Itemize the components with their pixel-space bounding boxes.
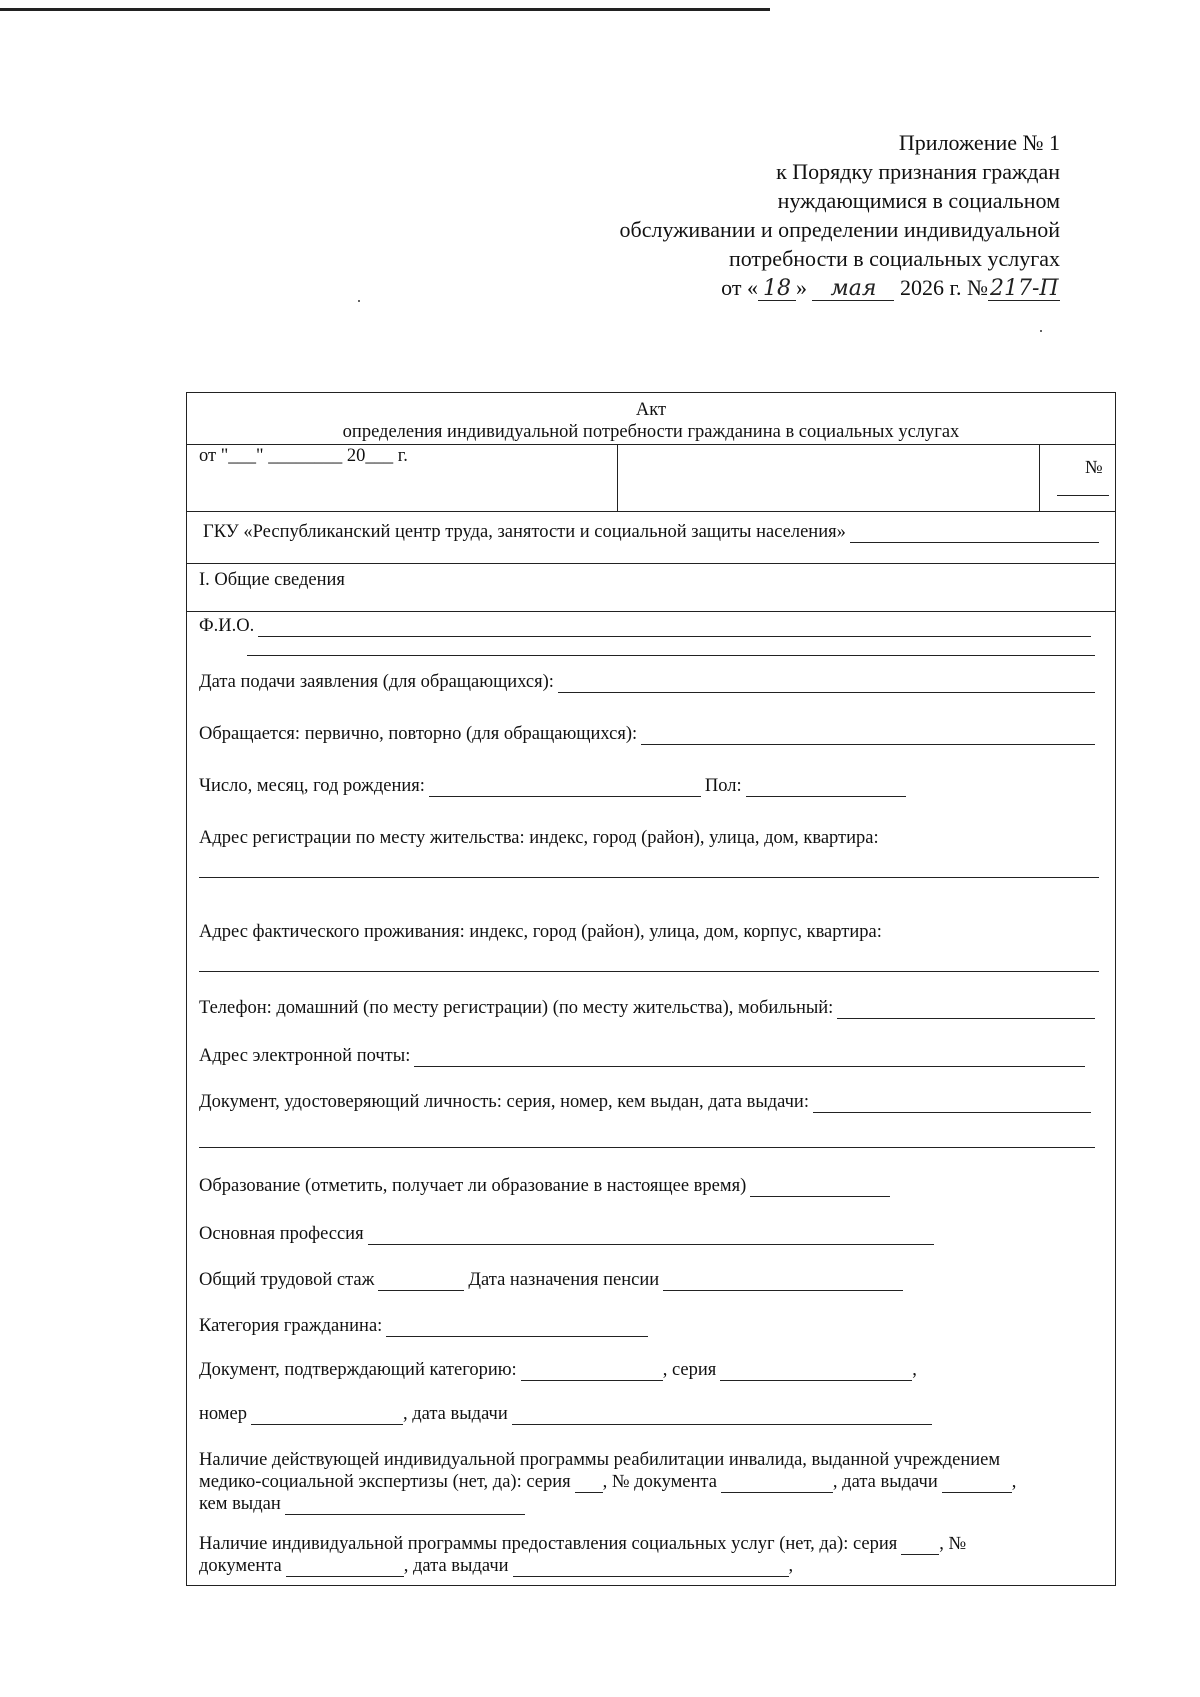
profession-row <box>199 1223 938 1245</box>
email-field[interactable] <box>414 1048 1085 1067</box>
ipr-number-field[interactable] <box>721 1474 833 1493</box>
category-doc-field[interactable] <box>521 1362 663 1381</box>
divider-vertical <box>617 444 618 511</box>
series-label: , серия <box>662 1360 717 1380</box>
appendix-line: потребности в социальных услугах <box>728 246 1060 271</box>
appendix-title: Приложение № 1 <box>898 130 1060 155</box>
fio-row <box>199 615 1095 637</box>
fio-field[interactable] <box>258 618 1091 637</box>
phone-label: Телефон: домашний (по месту регистрации) (по месту жительства), мобильный: <box>199 998 834 1018</box>
act-date-field[interactable]: от "___" ________ 20___ г. <box>199 446 408 466</box>
phone-field[interactable] <box>837 1000 1095 1019</box>
ipps-row: Наличие индивидуальной программы предоставления социальных услуг (нет, да): серия , № <box>199 1534 967 1554</box>
category-doc-row: Документ, подтверждающий категорию: , серия , <box>199 1360 917 1380</box>
organization-name: ГКУ «Республиканский центр труда, занятости и социальной защиты населения» <box>203 522 846 542</box>
education-row <box>199 1175 894 1197</box>
ipps-doc-row: документа , дата выдачи , <box>199 1556 794 1576</box>
work-row <box>199 1269 907 1291</box>
id-document-field[interactable] <box>813 1094 1091 1113</box>
category-issue-date-field[interactable] <box>512 1406 932 1425</box>
actual-address-field[interactable] <box>199 971 1099 972</box>
id-document-field-extra-line[interactable] <box>199 1147 1095 1148</box>
ipr-issue-date-field[interactable] <box>942 1474 1012 1493</box>
scan-edge-mark <box>0 8 770 11</box>
category-row <box>199 1315 652 1337</box>
handwritten-number: 217-П <box>990 276 1059 301</box>
act-number-field[interactable] <box>1057 495 1109 496</box>
applies-label: Обращается: первично, повторно (для обращающихся): <box>199 724 638 744</box>
reg-address-field[interactable] <box>199 877 1099 878</box>
handwritten-day: 18 <box>758 278 796 301</box>
id-document-row <box>199 1091 1095 1113</box>
ipr-issuer-field[interactable] <box>285 1496 525 1515</box>
email-row <box>199 1045 1089 1067</box>
category-number-field[interactable] <box>251 1406 403 1425</box>
category-doc-label: Документ, подтверждающий категорию: <box>199 1360 517 1380</box>
applies-row <box>199 723 1099 745</box>
education-field[interactable] <box>750 1178 890 1197</box>
fio-field-extra-line[interactable] <box>247 655 1095 656</box>
application-date-field[interactable] <box>558 674 1095 693</box>
work-experience-label: Общий трудовой стаж <box>199 1270 375 1290</box>
appendix-line: обслуживании и определении индивидуальной <box>619 217 1060 242</box>
divider-vertical <box>1039 444 1040 511</box>
phone-row <box>199 997 1099 1019</box>
birth-date-row <box>199 775 910 797</box>
act-form <box>186 392 1116 1586</box>
application-date-label: Дата подачи заявления (для обращающихся): <box>199 672 554 692</box>
section-title: I. Общие сведения <box>199 570 345 590</box>
application-date-row <box>199 671 1099 693</box>
scan-speck <box>358 300 360 302</box>
divider <box>187 563 1115 564</box>
profession-field[interactable] <box>368 1226 934 1245</box>
appendix-line: нуждающимися в социальном <box>777 188 1060 213</box>
organization-field[interactable] <box>850 524 1099 543</box>
appendix-line: к Порядку признания граждан <box>776 159 1060 184</box>
organization-row <box>203 521 1103 543</box>
number-label: номер <box>199 1404 247 1424</box>
category-series-field[interactable] <box>720 1362 912 1381</box>
pension-date-field[interactable] <box>663 1272 903 1291</box>
ipr-label: Наличие действующей индивидуальной программы реабилитации инвалида, выданной учреждением <box>199 1450 1001 1470</box>
birth-date-label: Число, месяц, год рождения: <box>199 776 425 796</box>
profession-label: Основная профессия <box>199 1224 364 1244</box>
divider <box>187 511 1115 512</box>
sex-label: Пол: <box>704 776 742 796</box>
ipr-row: медико-социальной экспертизы (нет, да): серия , № документа , дата выдачи , <box>199 1472 1017 1492</box>
act-number-label: № <box>1085 458 1103 478</box>
ipps-issue-date-field[interactable] <box>513 1558 789 1577</box>
id-document-label: Документ, удостоверяющий личность: серия, номер, кем выдан, дата выдачи: <box>199 1092 809 1112</box>
act-subtitle: определения индивидуальной потребности гражданина в социальных услугах <box>342 422 960 442</box>
fio-label: Ф.И.О. <box>199 616 255 636</box>
appendix-date-line: от « 18 » мая 2026 г. №217-П <box>721 275 1059 301</box>
sex-field[interactable] <box>746 778 906 797</box>
reg-address-label: Адрес регистрации по месту жительства: индекс, город (район), улица, дом, квартира: <box>199 828 879 848</box>
category-field[interactable] <box>386 1318 648 1337</box>
handwritten-month: мая <box>812 278 894 301</box>
education-label: Образование (отметить, получает ли образование в настоящее время) <box>199 1176 747 1196</box>
ipps-series-field[interactable] <box>901 1536 939 1555</box>
category-label: Категория гражданина: <box>199 1316 383 1336</box>
applies-field[interactable] <box>641 726 1095 745</box>
actual-address-label: Адрес фактического проживания: индекс, город (район), улица, дом, корпус, квартира: <box>199 922 882 942</box>
email-label: Адрес электронной почты: <box>199 1046 411 1066</box>
issue-date-label: , дата выдачи <box>402 1404 508 1424</box>
ipps-label: Наличие индивидуальной программы предоставления социальных услуг (нет, да): серия <box>199 1534 898 1554</box>
ipps-number-field[interactable] <box>286 1558 404 1577</box>
birth-date-field[interactable] <box>429 778 701 797</box>
scan-speck <box>1040 330 1042 332</box>
ipr-issuer-row: кем выдан <box>199 1493 529 1515</box>
ipr-series-field[interactable] <box>575 1474 603 1493</box>
category-number-row <box>199 1403 936 1425</box>
work-experience-field[interactable] <box>378 1272 464 1291</box>
divider <box>187 611 1115 612</box>
pension-date-label: Дата назначения пенсии <box>468 1270 660 1290</box>
act-title: Акт <box>635 400 667 420</box>
appendix-header <box>500 128 1060 302</box>
